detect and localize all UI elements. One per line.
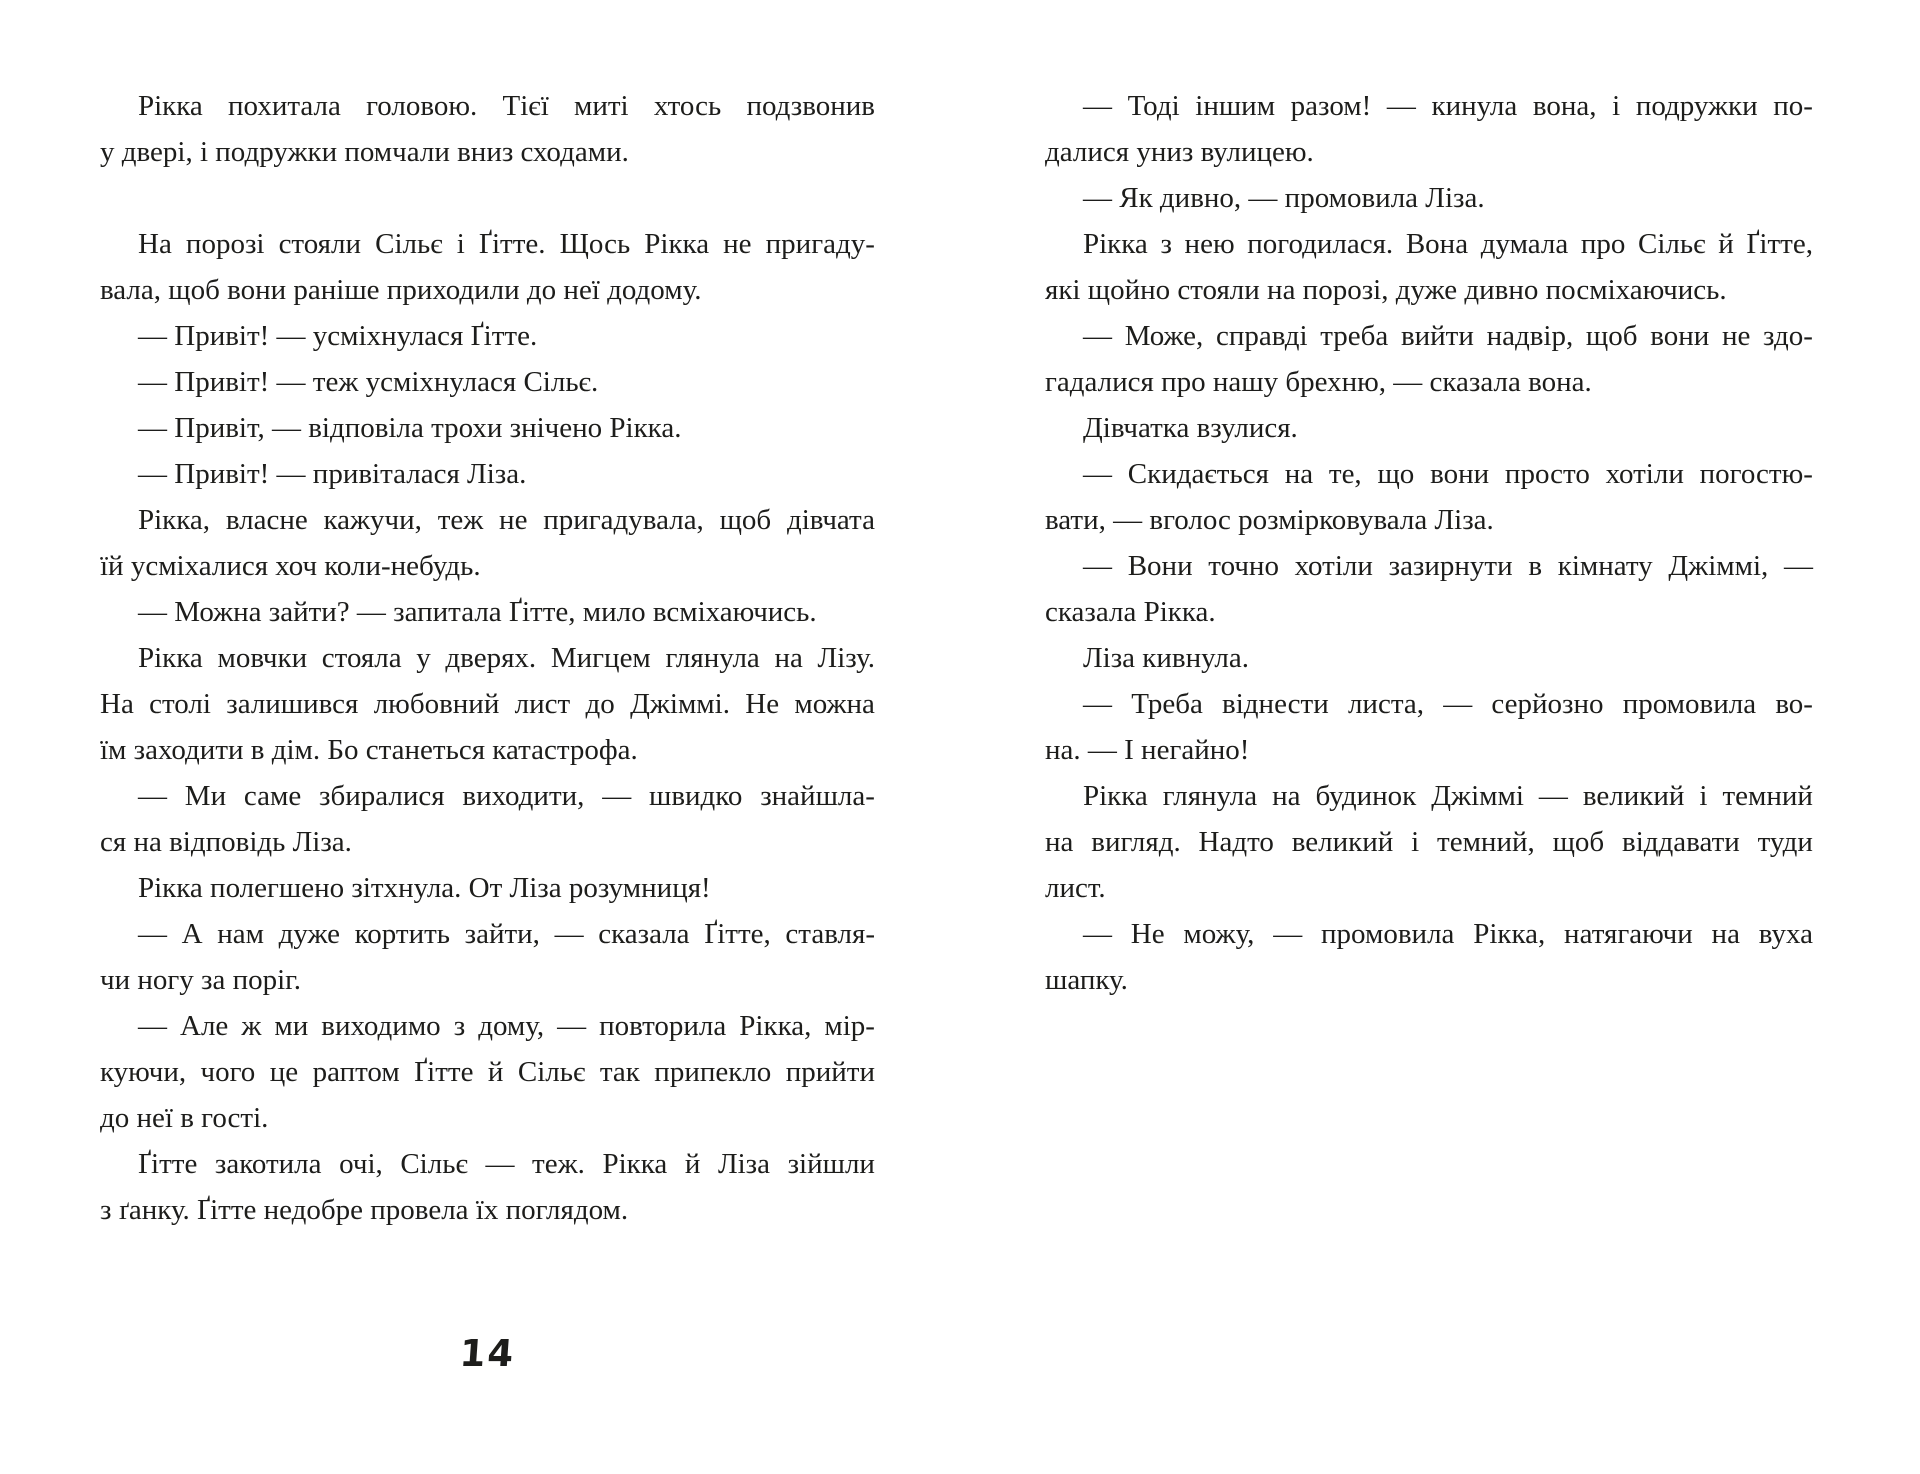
text-line: Ліза кивнула. <box>1083 642 1249 674</box>
text-line: — Привіт! — теж усміхнулася Сільє. <box>138 366 599 398</box>
text-line: На порозі стояли Сільє і Ґітте. Щось Рікка не пригаду- <box>138 228 875 260</box>
text-line: Рікка полегшено зітхнула. От Ліза розумниця! <box>138 872 711 904</box>
text-line: Рікка похитала головою. Тієї миті хтось подзвонив <box>138 90 875 122</box>
text-line: — Ми саме збиралися виходити, — швидко знайшла- <box>138 780 875 812</box>
text-line: Рікка глянула на будинок Джіммі — великий і темний <box>1083 780 1813 812</box>
text-line: — Вони точно хотіли зазирнути в кімнату Джіммі, — <box>1083 550 1813 582</box>
text-line: шапку. <box>1045 964 1128 996</box>
text-line: на вигляд. Надто великий і темний, щоб віддавати туди <box>1045 826 1813 858</box>
blank-line <box>100 175 875 221</box>
text-line: — Можна зайти? — запитала Ґітте, мило всміхаючись. <box>138 596 817 628</box>
left-page-text <box>100 83 875 1233</box>
text-line: Рікка мовчки стояла у дверях. Мигцем глянула на Лізу. <box>138 642 875 674</box>
text-line: з ґанку. Ґітте недобре провела їх поглядом. <box>100 1194 629 1226</box>
text-line: їм заходити в дім. Бо станеться катастрофа. <box>100 734 638 766</box>
text-line: ся на відповідь Ліза. <box>100 826 352 858</box>
text-line: — Не можу, — промовила Рікка, натягаючи на вуха <box>1083 918 1813 950</box>
text-line: Дівчатка взулися. <box>1083 412 1298 444</box>
page-number: 14 <box>458 1332 517 1375</box>
text-line: куючи, чого це раптом Ґітте й Сільє так припекло прийти <box>100 1056 875 1088</box>
text-line: їй усміхалися хоч коли-небудь. <box>100 550 481 582</box>
text-line: — Як дивно, — промовила Ліза. <box>1083 182 1485 214</box>
text-line: вати, — вголос розмірковувала Ліза. <box>1045 504 1494 536</box>
text-line: далися униз вулицею. <box>1045 136 1314 168</box>
text-line: — Привіт! — усміхнулася Ґітте. <box>138 320 538 352</box>
text-line: які щойно стояли на порозі, дуже дивно посміхаючись. <box>1045 274 1727 306</box>
right-page-text <box>1045 83 1813 1003</box>
text-line: до неї в гості. <box>100 1102 269 1134</box>
text-line: — Треба віднести листа, — серйозно промовила во- <box>1083 688 1813 720</box>
text-line: чи ногу за поріг. <box>100 964 302 996</box>
text-line: — Привіт, — відповіла трохи знічено Рікка. <box>138 412 682 444</box>
text-line: — Може, справді треба вийти надвір, щоб вони не здо- <box>1083 320 1813 352</box>
text-line: — Тоді іншим разом! — кинула вона, і подружки по- <box>1083 90 1813 122</box>
text-line: На столі залишився любовний лист до Джіммі. Не можна <box>100 688 875 720</box>
text-line: у двері, і подружки помчали вниз сходами. <box>100 136 629 168</box>
text-line: — Але ж ми виходимо з дому, — повторила Рікка, мір- <box>138 1010 875 1042</box>
text-line: на. — І негайно! <box>1045 734 1250 766</box>
text-line: — А нам дуже кортить зайти, — сказала Ґітте, ставля- <box>138 918 875 950</box>
text-line: вала, щоб вони раніше приходили до неї додому. <box>100 274 702 306</box>
text-line: Рікка з нею погодилася. Вона думала про Сільє й Ґітте, <box>1083 228 1813 260</box>
text-line: сказала Рікка. <box>1045 596 1216 628</box>
text-line: гадалися про нашу брехню, — сказала вона. <box>1045 366 1592 398</box>
text-line: — Привіт! — привіталася Ліза. <box>138 458 527 490</box>
text-line: лист. <box>1045 872 1106 904</box>
text-line: Ґітте закотила очі, Сільє — теж. Рікка й Ліза зійшли <box>138 1148 875 1180</box>
text-line: Рікка, власне кажучи, теж не пригадувала, щоб дівчата <box>138 504 875 536</box>
text-line: — Скидається на те, що вони просто хотіли погостю- <box>1083 458 1813 490</box>
